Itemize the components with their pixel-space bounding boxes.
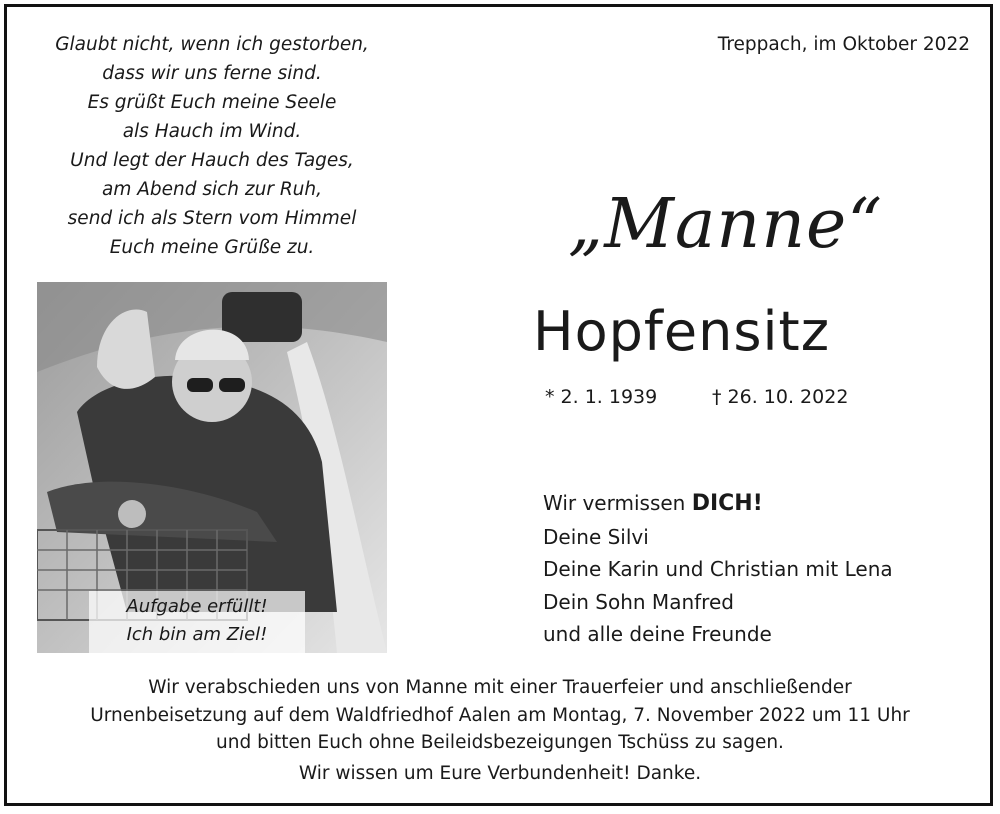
mourner-line: Deine Silvi [543, 524, 649, 549]
poem-line: am Abend sich zur Ruh, [101, 179, 323, 200]
poem-line: send ich als Stern vom Himmel [67, 208, 357, 229]
mourner-line: Deine Karin und Christian mit Lena [543, 557, 893, 581]
notice-line: und bitten Euch ohne Beileidsbezeigungen Tschüss zu sagen. [216, 732, 784, 753]
mourners-intro [543, 487, 893, 521]
death-date: † 26. 10. 2022 [712, 386, 849, 408]
notice-line: Urnenbeisetzung auf dem Waldfriedhof Aalen am Montag, 7. November 2022 um 11 Uhr [90, 704, 910, 726]
deceased-nickname: „Manne“ [568, 185, 883, 264]
notice-line: Wir verabschieden uns von Manne mit einer Trauerfeier und anschließender [148, 677, 852, 698]
caption-line: Ich bin am Ziel! [126, 624, 268, 645]
sunglasses-left [187, 378, 213, 392]
mourner-line: Dein Sohn Manfred [543, 589, 734, 614]
mourners-intro-text: Wir vermissen [543, 491, 686, 515]
photo-caption [89, 591, 305, 653]
portrait-photo [37, 282, 387, 653]
poem-line: Und legt der Hauch des Tages, [70, 150, 354, 171]
poem-line: Euch meine Grüße zu. [109, 237, 315, 258]
poem-line: Glaubt nicht, wenn ich gestorben, [55, 34, 369, 55]
birth-date: * 2. 1. 1939 [545, 386, 658, 408]
poem-line: als Hauch im Wind. [122, 121, 302, 142]
place-date: Treppach, im Oktober 2022 [717, 34, 970, 55]
deceased-surname: Hopfensitz [533, 300, 831, 363]
poem-line: dass wir uns ferne sind. [102, 63, 322, 84]
sunglasses-right [219, 378, 245, 392]
scooter-headlight [118, 500, 146, 528]
poem-line: Es grüßt Euch meine Seele [87, 92, 337, 113]
closing-line: Wir wissen um Eure Verbundenheit! Danke. [298, 763, 702, 784]
headrest-shape [222, 292, 302, 342]
mourners-intro-strong: DICH! [691, 491, 763, 516]
poem [20, 30, 404, 262]
caption-line: Aufgabe erfüllt! [126, 596, 268, 617]
mourner-line: und alle deine Freunde [543, 622, 772, 646]
mourners-list [543, 487, 893, 651]
funeral-notice [0, 674, 1000, 757]
